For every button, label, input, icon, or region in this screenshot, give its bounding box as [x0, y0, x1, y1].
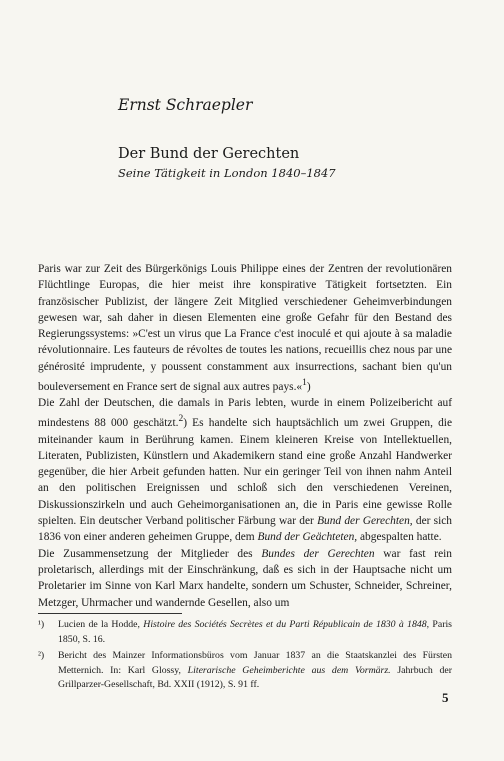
paragraph-2: Die Zahl der Deutschen, die damals in Paris lebten, wurde in einem Polizeibericht auf mindestens 88 000 geschätzt.$^2$) Es handelte sich hauptsächlich um zwei Gruppen, die miteinander kaum in Berührung kamen. Einem kleineren Kreise von Intellektuellen, Literaten, Publizisten, Künstlern und Akademikern stand eine große Anzahl Handwerker gegenüber, die hier Arbeit gefunden hatten. Nur ein geringer Teil von ihnen nahm Anteil an den politischen Ereignissen und schloß sich den verschiedenen Vereinen, Diskussionszirkeln und auch Geheimorganisationen an, die in Paris eine gewisse Rolle spielten. Ein deutscher Verband politischer Färbung war der Bund der Gerechten, der sich 1836 von einer anderen geheimen Gruppe, dem Bund der Geächteten, abgespalten hatte. — [38, 397, 453, 544]
footnote-ref-2: 2 — [178, 414, 184, 425]
page-number: 5 — [442, 690, 449, 705]
footnote-ref-1: 1 — [302, 378, 307, 389]
paragraph-1: Paris war zur Zeit des Bürgerkönigs Louis Philippe eines der Zentren der revolutionären Flüchtlinge Europas, die hier meist ihre konspirative Tätigkeit fortsetzten. Ein französischer Publizist, der längere Zeit Mitglied verschiedener Geheimverbindungen gewesen war, sah daher in diesen Elementen eine große Gefahr für den Bestand des Regierungssystems: »C'est un virus que La France c'est inoculé et qui ajoute à sa maladie révolutionnaire. Les fauteurs de révoltes de toutes les nations, recueillis chez nous par une générosité imprudente, y poussent constamment aux insurrections, sachant bien qu'un bouleversement en France sert de signal aux autres pays.«$^1$) — [38, 263, 452, 393]
article-title: Der Bund der Gerechten — [118, 146, 300, 162]
body-text — [38, 261, 452, 611]
article-subtitle: Seine Tätigkeit in London 1840–1847 — [118, 166, 336, 180]
footnote-number: ¹) — [38, 619, 45, 630]
footnote-number: ²) — [38, 650, 45, 662]
footnotes — [38, 618, 452, 695]
footnote-2: ²) Bericht des Mainzer Informationsbüros vom Januar 1837 an die Staatskanzlei des Fürsten Metternich. In: Karl Glossy, Literarische Geheimberichte aus dem Vormärz. Jahrbuch der Grillparzer-Gesellschaft, Bd. XXII (1912), S. 91 ff. — [38, 650, 452, 691]
paragraph-3: Die Zusammensetzung der Mitglieder des Bundes der Gerechten war fast rein proletarisch, allerdings mit der Einschränkung, daß es sich in der Hauptsache nicht um Proletarier im Sinne von Karl Marx handelte, sondern um Schuster, Schneider, Schreiner, Metzger, Uhrmacher und wandernde Gesellen, also um — [38, 547, 452, 609]
footnote-divider — [38, 613, 182, 614]
footnote-1: ¹) Lucien de la Hodde, Histoire des Sociétés Secrètes et du Parti Républicain de 1830 à 1848, Paris 1850, S. 16. — [38, 619, 452, 645]
author-name: Ernst Schraepler — [118, 96, 253, 114]
